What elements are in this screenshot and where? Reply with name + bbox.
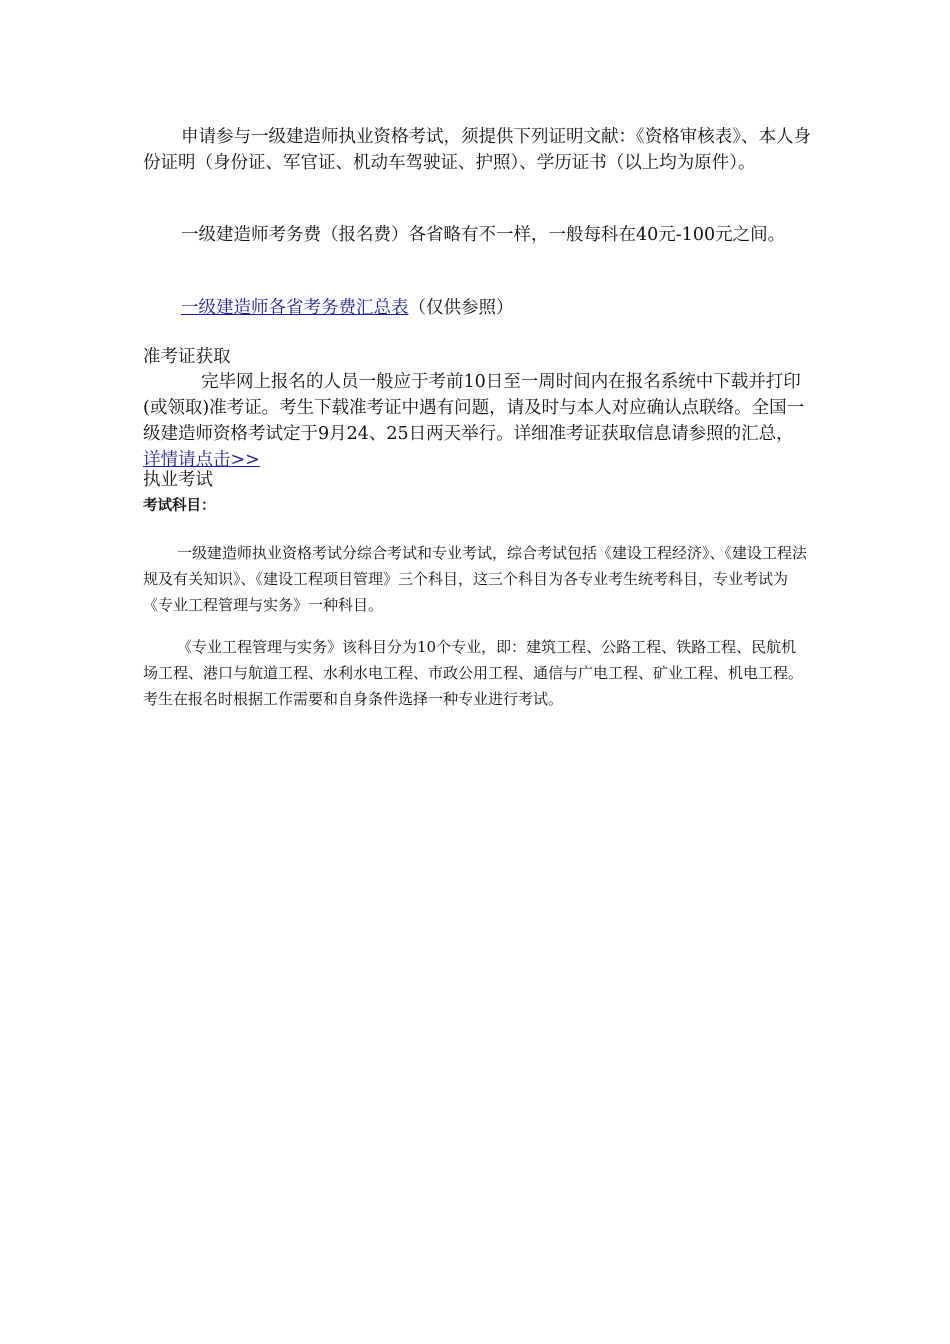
details-link[interactable]: 详情请点击>>: [143, 450, 260, 470]
section-heading-admission-ticket: 准考证获取: [143, 347, 231, 367]
fee-summary-note: （仅供参照）: [408, 298, 514, 318]
paragraph-admission-ticket: [143, 369, 811, 473]
fee-summary-link[interactable]: 一级建造师各省考务费汇总表: [181, 298, 409, 318]
paragraph-specialties: 《专业工程管理与实务》该科目分为10个专业，即：建筑工程、公路工程、铁路工程、民航机场工程、港口与航道工程、水利水电工程、市政公用工程、通信与广电工程、矿业工程、机电工程。考生在报名时根据工作需要和自身条件选择一种专业进行考试。: [143, 638, 804, 708]
paragraph-exam-subjects: 一级建造师执业资格考试分综合考试和专业考试，综合考试包括《建设工程经济》、《建设工程法规及有关知识》、《建设工程项目管理》三个科目，这三个科目为各专业考生统考科目，专业考试为《专业工程管理与实务》一种科目。: [143, 544, 808, 614]
section-heading-exam: 执业考试: [143, 470, 213, 490]
admission-ticket-text: 完毕网上报名的人员一般应于考前10日至一周时间内在报名系统中下载并打印(或领取)准考证。考生下载准考证中遇有问题，请及时与本人对应确认点联络。全国一级建造师资格考试定于9月24、25日两天举行。详细准考证获取信息请参照的汇总，: [143, 372, 805, 444]
exam-subjects-heading: 考试科目：: [143, 498, 216, 514]
paragraph-required-documents: 申请参与一级建造师执业资格考试，须提供下列证明文献：《资格审核表》、本人身份证明（身份证、军官证、机动车驾驶证、护照）、学历证书（以上均为原件）。: [143, 127, 811, 173]
paragraph-exam-fee: 一级建造师考务费（报名费）各省略有不一样，一般每科在40元-100元之间。: [181, 225, 786, 245]
paragraph-fee-table: [143, 295, 811, 321]
